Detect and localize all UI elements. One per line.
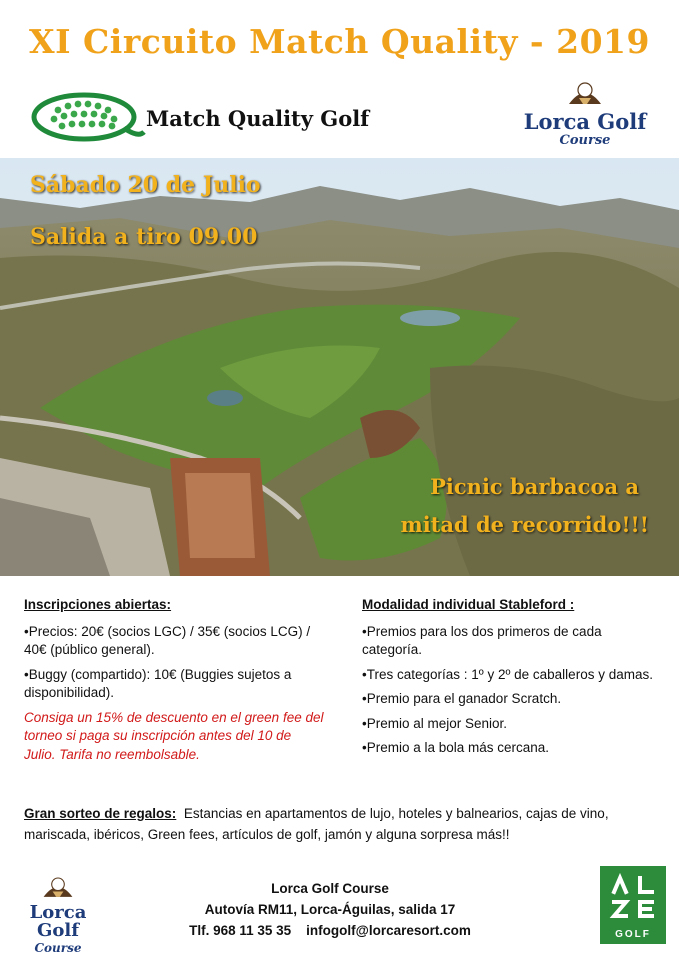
picnic-line-1: Picnic barbacoa a	[430, 474, 639, 499]
match-quality-logo-text: Match Quality Golf	[146, 106, 370, 131]
lorca-golf-logo-name: Lorca Golf	[523, 109, 647, 134]
modality-heading: Modalidad individual Stableford :	[362, 597, 575, 612]
alze-mark-icon	[600, 866, 666, 928]
event-date: Sábado 20 de Julio	[30, 172, 261, 198]
contact-block	[160, 878, 500, 941]
raffle-heading: Gran sorteo de regalos:	[24, 806, 177, 821]
lorca-golf-footer-subtitle: Course	[34, 941, 82, 955]
golf-ball-on-tee-icon	[40, 875, 76, 899]
contact-address: Autovía RM11, Lorca-Águilas, salida 17	[204, 902, 456, 917]
registration-prices: •Precios: 20€ (socios LGC) / 35€ (socios LCG) / 40€ (público general).	[24, 623, 311, 657]
contact-name: Lorca Golf Course	[271, 881, 389, 896]
modality-section	[362, 596, 662, 764]
modality-item: •Premio al mejor Senior.	[362, 715, 508, 731]
modality-item: •Premio a la bola más cercana.	[362, 740, 550, 755]
modality-item: •Premios para los dos primeros de cada categoría.	[362, 623, 602, 657]
modality-item: •Tres categorías : 1º y 2º de caballeros y damas.	[362, 666, 653, 682]
poster-title: XI Circuito Match Quality - 2019	[29, 22, 650, 61]
lorca-golf-footer-logo	[6, 875, 110, 955]
lorca-golf-logo-subtitle: Course	[559, 133, 611, 148]
registration-section	[24, 596, 324, 764]
contact-phone-email: Tlf. 968 11 35 35 infogolf@lorcaresort.com	[189, 923, 471, 938]
registration-promo: Consiga un 15% de descuento en el green fee del torneo si paga su inscripción antes del 10 de Julio. Tarifa no reembolsable.	[24, 709, 324, 762]
start-time: Salida a tiro 09.00	[30, 224, 258, 250]
alze-golf-sub: GOLF	[615, 929, 651, 940]
raffle-section	[24, 803, 654, 845]
lorca-golf-footer-name: Lorca Golf	[29, 902, 87, 941]
golf-ball-q-icon	[28, 88, 146, 146]
raffle-text: Estancias en apartamentos de lujo, hoteles y balnearios, cajas de vino, mariscada, ibéricos, Green fees, artículos de golf, jamón y alguna sorpresa más!!	[24, 806, 609, 842]
registration-heading: Inscripciones abiertas:	[24, 597, 172, 612]
lorca-golf-logo	[505, 80, 665, 152]
match-quality-logo	[28, 88, 428, 146]
registration-buggy: •Buggy (compartido): 10€ (Buggies sujetos a disponibilidad).	[24, 666, 292, 700]
picnic-line-2: mitad de recorrido!!!	[400, 512, 649, 537]
alze-golf-logo	[600, 866, 666, 944]
golf-ball-on-tee-icon	[565, 80, 605, 106]
modality-item: •Premio para el ganador Scratch.	[362, 691, 562, 706]
